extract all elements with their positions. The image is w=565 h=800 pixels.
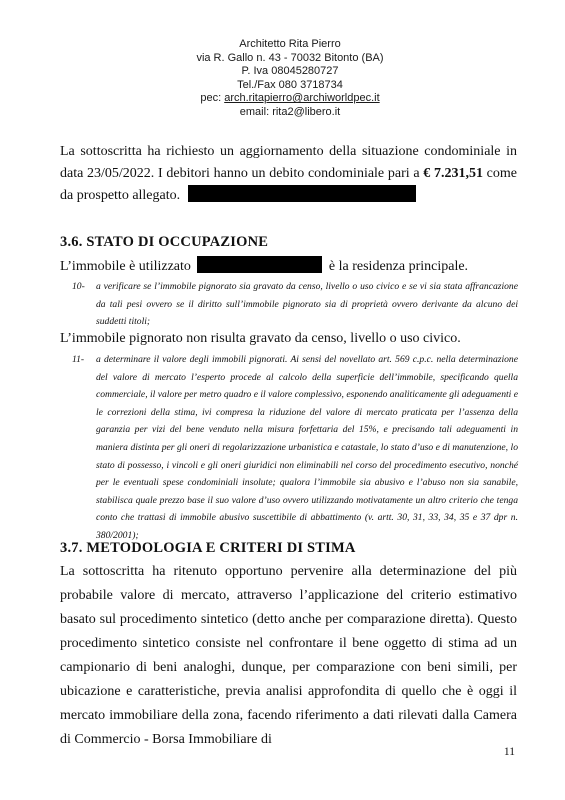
section-3-6-title: 3.6. STATO DI OCCUPAZIONE	[60, 234, 269, 250]
occupation-line	[60, 256, 517, 278]
address: via R. Gallo n. 43 - 70032 Bitonto (BA)	[196, 51, 384, 64]
vat-number: P. Iva 08045280727	[241, 65, 339, 78]
footnote-10-text: a verificare se l’immobile pignorato sia gravato da censo, livello o uso civico e se vi sia stata affrancazione da tali pesi ovvero se il diritto sull’immobile pignorato sia di proprietà ovvero derivante da alcuno dei suddetti titoli;	[96, 281, 518, 328]
architect-name: Architetto Rita Pierro	[239, 38, 341, 50]
pec-label: pec:	[200, 92, 222, 105]
pec-email-link[interactable]: arch.ritapierro@archiworldpec.it	[224, 92, 380, 105]
redaction-bar	[188, 185, 416, 202]
email-line	[150, 106, 430, 120]
letterhead	[150, 38, 430, 120]
occupation-text-b: è la residenza principale.	[328, 259, 469, 274]
phone-fax: Tel./Fax 080 3718734	[237, 78, 343, 91]
encumbrance-statement: L’immobile pignorato non risulta gravato da censo, livello o uso civico.	[60, 331, 461, 346]
intro-text-1: La sottoscritta ha richiesto un aggiornamento della situazione condominiale in data 23/05/2022. I debitori hanno un debito condominiale pari a	[60, 144, 517, 181]
redaction-bar	[197, 256, 322, 273]
footnote-10	[72, 278, 518, 331]
intro-paragraph	[60, 141, 517, 207]
page-number: 11	[503, 746, 515, 758]
footnote-11	[72, 351, 518, 545]
intro-text-2: come da prospetto allegato.	[60, 166, 517, 203]
occupation-text-a: L’immobile è utilizzato	[60, 259, 191, 274]
email-label: email:	[239, 105, 270, 118]
email-address: rita2@libero.it	[272, 105, 341, 118]
footnote-11-number: 11-	[72, 354, 85, 365]
footnote-11-text: a determinare il valore degli immobili pignorati. Ai sensi del novellato art. 569 c.p.c. nella determinazione del valore di mercato l’esperto procede al calcolo della superficie dell’immobile, specificando quella commerciale, il valore per metro quadro e il valore complessivo, esponendo analiticamente gli adeguamenti e le correzioni della stima, ivi compresa la riduzione del valore di mercato praticata per l’assenza della garanzia per vizi del bene venduto nella misura forfettaria del 15%, e precisando tali adeguamenti in maniera distinta per gli oneri di regolarizzazione urbanistica e catastale, lo stato d’uso e di manutenzione, lo stato di possesso, i vincoli e gli oneri giuridici non eliminabili nel corso del procedimento esecutivo, nonché per le eventuali spese condominiali insolute; qualora l’immobile sia abusivo e l’abuso non sia sanabile, stabilisca quale prezzo base il suo valore d’uso ovvero utilizzando motivatamente un altro criterio che tenga conto che trattasi di immobile abusivo suscettibile di abbattimento (v. artt. 30, 31, 33, 34, 35 e 37 dpr n. 380/2001);	[96, 354, 518, 541]
methodology-paragraph: La sottoscritta ha ritenuto opportuno pervenire alla determinazione del più probabile valore di mercato, attraverso l’applicazione del criterio estimativo basato sul procedimento sintetico (detto anche per comparazione diretta). Questo procedimento sintetico consiste nel confrontare il bene oggetto di stima ad un campionario di beni analoghi, dunque, per comparazione con beni simili, per ubicazione e caratteristiche, previa analisi approfondita di quello che è oggi il mercato immobiliare della zona, facendo riferimento a dati rilevati dalla Camera di Commercio - Borsa Immobiliare di	[60, 564, 517, 747]
section-3-7-title: 3.7. METODOLOGIA E CRITERI DI STIMA	[60, 540, 356, 556]
debt-amount: € 7.231,51	[423, 166, 483, 181]
footnote-10-number: 10-	[72, 281, 85, 292]
pec-line	[150, 92, 430, 106]
